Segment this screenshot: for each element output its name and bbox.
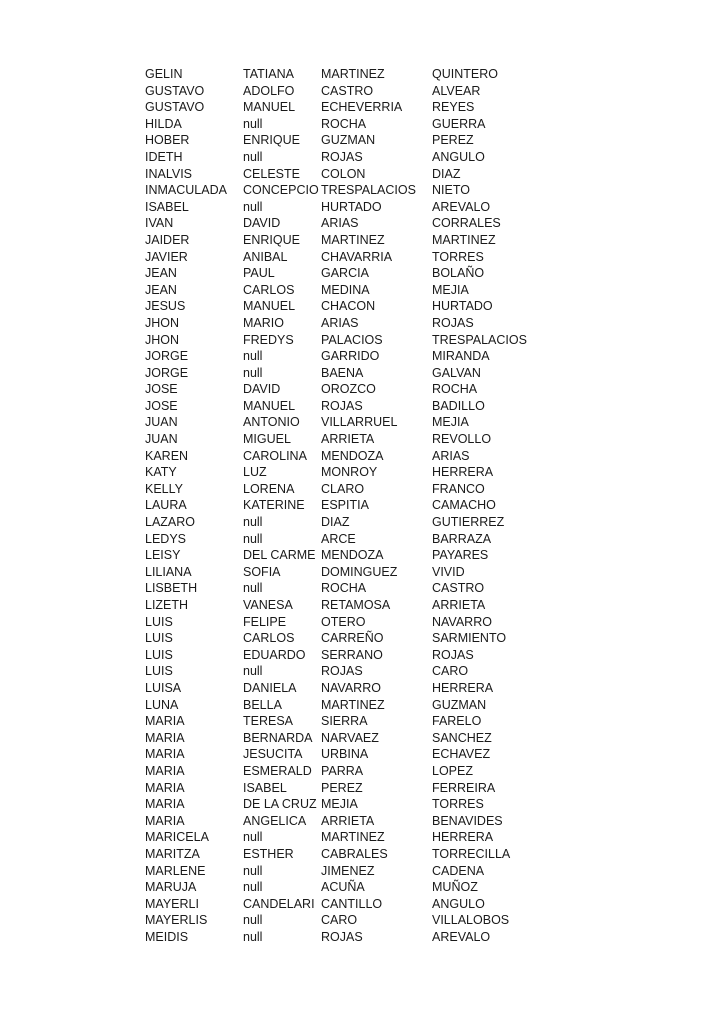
table-row (145, 846, 542, 863)
second-surname-cell: TORRECILLA (432, 846, 511, 861)
second-name-cell: ESMERALD (243, 763, 312, 778)
first-name-cell: JESUS (145, 299, 186, 314)
first-name-cell: JHON (145, 332, 180, 347)
first-surname-cell: ROCHA (321, 116, 367, 131)
table-row (145, 531, 542, 548)
second-name-cell: null (243, 149, 263, 164)
table-row (145, 315, 542, 332)
first-surname-cell: GARCIA (321, 266, 369, 281)
first-name-cell: MARIA (145, 714, 185, 729)
first-name-cell: ISABEL (145, 199, 189, 214)
second-name-cell: TERESA (243, 714, 294, 729)
second-name-cell: ANIBAL (243, 249, 288, 264)
first-surname-cell: CLARO (321, 481, 365, 496)
second-name-cell: CARLOS (243, 631, 295, 646)
second-name-cell: TATIANA (243, 67, 294, 81)
first-name-cell: JAVIER (145, 249, 188, 264)
first-surname-cell: HURTADO (321, 199, 382, 214)
table-row (145, 481, 542, 498)
first-surname-cell: MARTINEZ (321, 830, 385, 845)
second-surname-cell: MEJIA (432, 415, 469, 430)
table-row (145, 298, 542, 315)
second-name-cell: null (243, 880, 263, 895)
second-name-cell: CELESTE (243, 166, 300, 181)
first-surname-cell: PEREZ (321, 780, 363, 795)
second-surname-cell: TORRES (432, 797, 484, 812)
first-surname-cell: MENDOZA (321, 548, 384, 563)
table-row (145, 265, 542, 282)
table-row (145, 514, 542, 531)
first-surname-cell: ARCE (321, 531, 356, 546)
table-row (145, 381, 542, 398)
first-name-cell: GUSTAVO (145, 83, 205, 98)
second-name-cell: null (243, 199, 263, 214)
second-surname-cell: REVOLLO (432, 432, 492, 447)
table-row (145, 929, 542, 946)
second-name-cell: BELLA (243, 697, 282, 712)
second-name-cell: KATERINE (243, 498, 305, 513)
first-name-cell: LAZARO (145, 515, 196, 530)
first-name-cell: JUAN (145, 432, 178, 447)
first-surname-cell: DOMINGUEZ (321, 564, 398, 579)
first-surname-cell: ARRIETA (321, 813, 375, 828)
second-surname-cell: ROCHA (432, 382, 478, 397)
second-name-cell: CONCEPCIO (243, 183, 319, 198)
second-surname-cell: TRESPALACIOS (432, 332, 527, 347)
second-name-cell: PAUL (243, 266, 275, 281)
first-surname-cell: TRESPALACIOS (321, 183, 416, 198)
table-row (145, 116, 542, 133)
first-name-cell: MARIA (145, 780, 185, 795)
first-name-cell: LUISA (145, 680, 182, 695)
second-surname-cell: ANGULO (432, 149, 485, 164)
first-surname-cell: ACUÑA (321, 880, 365, 895)
second-name-cell: CANDELARI (243, 896, 315, 911)
first-surname-cell: ROJAS (321, 664, 363, 679)
second-name-cell: ISABEL (243, 780, 287, 795)
second-surname-cell: MARTINEZ (432, 232, 496, 247)
first-name-cell: KELLY (145, 481, 183, 496)
second-surname-cell: ROJAS (432, 647, 474, 662)
second-name-cell: EDUARDO (243, 647, 306, 662)
second-surname-cell: SARMIENTO (432, 631, 507, 646)
table-row (145, 713, 542, 730)
second-surname-cell: GALVAN (432, 365, 481, 380)
second-surname-cell: TORRES (432, 249, 484, 264)
second-name-cell: JESUCITA (243, 747, 303, 762)
second-surname-cell: BENAVIDES (432, 813, 503, 828)
second-surname-cell: DIAZ (432, 166, 461, 181)
first-surname-cell: NAVARRO (321, 680, 381, 695)
second-surname-cell: GUZMAN (432, 697, 487, 712)
first-name-cell: INALVIS (145, 166, 193, 181)
first-name-cell: JOSE (145, 382, 178, 397)
table-row (145, 414, 542, 431)
table-row (145, 730, 542, 747)
first-surname-cell: PALACIOS (321, 332, 383, 347)
second-name-cell: FELIPE (243, 614, 287, 629)
second-surname-cell: HERRERA (432, 830, 494, 845)
first-name-cell: JHON (145, 315, 180, 330)
second-name-cell: BERNARDA (243, 730, 313, 745)
table-row (145, 780, 542, 797)
first-name-cell: MARIA (145, 813, 185, 828)
first-name-cell: JORGE (145, 349, 189, 364)
first-name-cell: JEAN (145, 282, 177, 297)
table-row (145, 547, 542, 564)
second-name-cell: CARLOS (243, 282, 295, 297)
table-row (145, 448, 542, 465)
first-name-cell: JOSE (145, 398, 178, 413)
first-name-cell: JAIDER (145, 232, 190, 247)
first-name-cell: MARITZA (145, 846, 200, 861)
first-name-cell: LISBETH (145, 581, 198, 596)
second-name-cell: null (243, 349, 263, 364)
second-surname-cell: AREVALO (432, 199, 491, 214)
second-name-cell: null (243, 929, 263, 944)
first-surname-cell: BAENA (321, 365, 364, 380)
table-row (145, 680, 542, 697)
first-surname-cell: ARIAS (321, 315, 359, 330)
first-surname-cell: ROJAS (321, 149, 363, 164)
first-surname-cell: JIMENEZ (321, 863, 375, 878)
first-surname-cell: URBINA (321, 747, 369, 762)
second-name-cell: FREDYS (243, 332, 294, 347)
second-surname-cell: REYES (432, 100, 475, 115)
second-surname-cell: QUINTERO (432, 67, 498, 81)
first-name-cell: MAYERLI (145, 896, 199, 911)
table-row (145, 564, 542, 581)
second-name-cell: MANUEL (243, 398, 296, 413)
second-name-cell: LORENA (243, 481, 295, 496)
second-name-cell: DAVID (243, 382, 281, 397)
first-surname-cell: CHACON (321, 299, 376, 314)
second-surname-cell: CASTRO (432, 581, 485, 596)
first-surname-cell: CARREÑO (321, 631, 384, 646)
first-name-cell: HOBER (145, 133, 190, 148)
first-name-cell: MARUJA (145, 880, 197, 895)
first-surname-cell: OTERO (321, 614, 366, 629)
table-row (145, 398, 542, 415)
second-name-cell: VANESA (243, 598, 293, 612)
table-row (145, 215, 542, 232)
table-row (145, 746, 542, 763)
second-name-cell: null (243, 581, 263, 596)
first-surname-cell: CARO (321, 913, 358, 928)
first-surname-cell: ARRIETA (321, 432, 375, 447)
second-name-cell: CAROLINA (243, 448, 307, 463)
first-name-cell: KATY (145, 465, 177, 480)
first-name-cell: MARIA (145, 763, 185, 778)
first-surname-cell: SIERRA (321, 714, 368, 729)
first-surname-cell: MEDINA (321, 282, 370, 297)
first-surname-cell: MEJIA (321, 797, 358, 812)
table-row (145, 896, 542, 913)
table-row (145, 166, 542, 183)
table-row (145, 132, 542, 149)
first-surname-cell: MONROY (321, 465, 378, 480)
table-row (145, 182, 542, 199)
table-row (145, 796, 542, 813)
second-surname-cell: HERRERA (432, 680, 494, 695)
table-row (145, 647, 542, 664)
table-row (145, 99, 542, 116)
second-name-cell: DAVID (243, 216, 281, 231)
second-name-cell: null (243, 116, 263, 131)
second-surname-cell: ALVEAR (432, 83, 481, 98)
table-row (145, 365, 542, 382)
second-name-cell: DEL CARME (243, 548, 316, 563)
first-name-cell: LUIS (145, 647, 173, 662)
first-surname-cell: GUZMAN (321, 133, 376, 148)
first-name-cell: MARICELA (145, 830, 209, 845)
first-name-cell: LUIS (145, 614, 173, 629)
first-name-cell: MARIA (145, 747, 185, 762)
second-surname-cell: CARO (432, 664, 469, 679)
second-surname-cell: ARIAS (432, 448, 470, 463)
table-row (145, 863, 542, 880)
table-row (145, 464, 542, 481)
first-surname-cell: MARTINEZ (321, 697, 385, 712)
first-name-cell: MARLENE (145, 863, 206, 878)
second-surname-cell: NIETO (432, 183, 470, 198)
second-surname-cell: MIRANDA (432, 349, 490, 364)
first-surname-cell: ROJAS (321, 398, 363, 413)
first-name-cell: GELIN (145, 67, 183, 81)
first-name-cell: MEIDIS (145, 929, 189, 944)
second-surname-cell: SANCHEZ (432, 730, 492, 745)
second-name-cell: ENRIQUE (243, 133, 300, 148)
second-name-cell: ADOLFO (243, 83, 295, 98)
first-name-cell: IVAN (145, 216, 174, 231)
second-surname-cell: PAYARES (432, 548, 489, 563)
first-surname-cell: ESPITIA (321, 498, 369, 513)
second-name-cell: MARIO (243, 315, 284, 330)
first-surname-cell: DIAZ (321, 515, 350, 530)
first-name-cell: INMACULADA (145, 183, 227, 198)
first-surname-cell: ECHEVERRIA (321, 100, 403, 115)
first-surname-cell: MENDOZA (321, 448, 384, 463)
first-name-cell: KAREN (145, 448, 189, 463)
second-surname-cell: MUÑOZ (432, 880, 478, 895)
first-name-cell: LAURA (145, 498, 187, 513)
first-name-cell: LILIANA (145, 564, 192, 579)
first-surname-cell: OROZCO (321, 382, 376, 397)
table-row (145, 614, 542, 631)
second-surname-cell: AREVALO (432, 929, 491, 944)
second-surname-cell: GUTIERREZ (432, 515, 505, 530)
table-row (145, 597, 542, 614)
table-row (145, 332, 542, 349)
second-surname-cell: PEREZ (432, 133, 474, 148)
table-row (145, 580, 542, 597)
second-surname-cell: ARRIETA (432, 598, 486, 612)
first-name-cell: GUSTAVO (145, 100, 205, 115)
first-name-cell: LUIS (145, 631, 173, 646)
table-row (145, 879, 542, 896)
second-name-cell: null (243, 664, 263, 679)
first-surname-cell: ROJAS (321, 929, 363, 944)
second-surname-cell: ROJAS (432, 315, 474, 330)
table-row (145, 630, 542, 647)
second-name-cell: ANTONIO (243, 415, 300, 430)
second-name-cell: MIGUEL (243, 432, 291, 447)
second-name-cell: null (243, 863, 263, 878)
first-surname-cell: CABRALES (321, 846, 388, 861)
first-name-cell: MAYERLIS (145, 913, 208, 928)
second-surname-cell: BADILLO (432, 398, 485, 413)
first-name-cell: LUIS (145, 664, 173, 679)
second-name-cell: LUZ (243, 465, 267, 480)
second-name-cell: ESTHER (243, 846, 294, 861)
first-name-cell: MARIA (145, 730, 185, 745)
first-name-cell: IDETH (145, 149, 183, 164)
second-name-cell: null (243, 531, 263, 546)
table-row (145, 829, 542, 846)
first-surname-cell: MARTINEZ (321, 67, 385, 81)
first-surname-cell: PARRA (321, 763, 364, 778)
second-name-cell: null (243, 913, 263, 928)
table-row (145, 497, 542, 514)
table-row (145, 83, 542, 100)
first-name-cell: JEAN (145, 266, 177, 281)
second-surname-cell: CADENA (432, 863, 485, 878)
table-row (145, 282, 542, 299)
first-surname-cell: ROCHA (321, 581, 367, 596)
first-surname-cell: SERRANO (321, 647, 383, 662)
first-surname-cell: ARIAS (321, 216, 359, 231)
first-name-cell: LIZETH (145, 598, 189, 612)
first-name-cell: JORGE (145, 365, 189, 380)
second-surname-cell: FRANCO (432, 481, 485, 496)
second-surname-cell: CAMACHO (432, 498, 496, 513)
second-name-cell: SOFIA (243, 564, 281, 579)
first-surname-cell: CHAVARRIA (321, 249, 393, 264)
first-name-cell: LEDYS (145, 531, 186, 546)
table-row (145, 66, 542, 83)
table-row (145, 199, 542, 216)
second-surname-cell: CORRALES (432, 216, 501, 231)
second-surname-cell: HERRERA (432, 465, 494, 480)
second-name-cell: DANIELA (243, 680, 297, 695)
table-row (145, 232, 542, 249)
table-row (145, 348, 542, 365)
table-row (145, 763, 542, 780)
second-surname-cell: HURTADO (432, 299, 493, 314)
table-row (145, 697, 542, 714)
second-name-cell: ENRIQUE (243, 232, 300, 247)
table-row (145, 431, 542, 448)
second-surname-cell: FARELO (432, 714, 482, 729)
second-surname-cell: ANGULO (432, 896, 485, 911)
second-name-cell: MANUEL (243, 299, 296, 314)
first-name-cell: LEISY (145, 548, 181, 563)
second-surname-cell: FERREIRA (432, 780, 496, 795)
first-surname-cell: VILLARRUEL (321, 415, 398, 430)
first-name-cell: LUNA (145, 697, 179, 712)
first-surname-cell: MARTINEZ (321, 232, 385, 247)
second-surname-cell: VIVID (432, 564, 465, 579)
second-name-cell: null (243, 365, 263, 380)
first-surname-cell: CASTRO (321, 83, 374, 98)
second-surname-cell: VILLALOBOS (432, 913, 510, 928)
table-row (145, 813, 542, 830)
second-name-cell: DE LA CRUZ (243, 797, 317, 812)
second-surname-cell: GUERRA (432, 116, 486, 131)
second-surname-cell: LOPEZ (432, 763, 473, 778)
second-name-cell: null (243, 830, 263, 845)
first-surname-cell: COLON (321, 166, 366, 181)
first-surname-cell: CANTILLO (321, 896, 383, 911)
second-surname-cell: MEJIA (432, 282, 469, 297)
first-name-cell: MARIA (145, 797, 185, 812)
names-table (145, 66, 542, 945)
table-row (145, 249, 542, 266)
second-surname-cell: ECHAVEZ (432, 747, 491, 762)
first-surname-cell: GARRIDO (321, 349, 380, 364)
second-name-cell: null (243, 515, 263, 530)
table-row (145, 663, 542, 680)
names-table-body (145, 66, 542, 945)
first-surname-cell: NARVAEZ (321, 730, 379, 745)
table-row (145, 912, 542, 929)
second-surname-cell: NAVARRO (432, 614, 492, 629)
second-name-cell: ANGELICA (243, 813, 307, 828)
table-row (145, 149, 542, 166)
first-surname-cell: RETAMOSA (321, 598, 391, 612)
second-name-cell: MANUEL (243, 100, 296, 115)
first-name-cell: JUAN (145, 415, 178, 430)
second-surname-cell: BOLAÑO (432, 266, 485, 281)
second-surname-cell: BARRAZA (432, 531, 492, 546)
first-name-cell: HILDA (145, 116, 182, 131)
